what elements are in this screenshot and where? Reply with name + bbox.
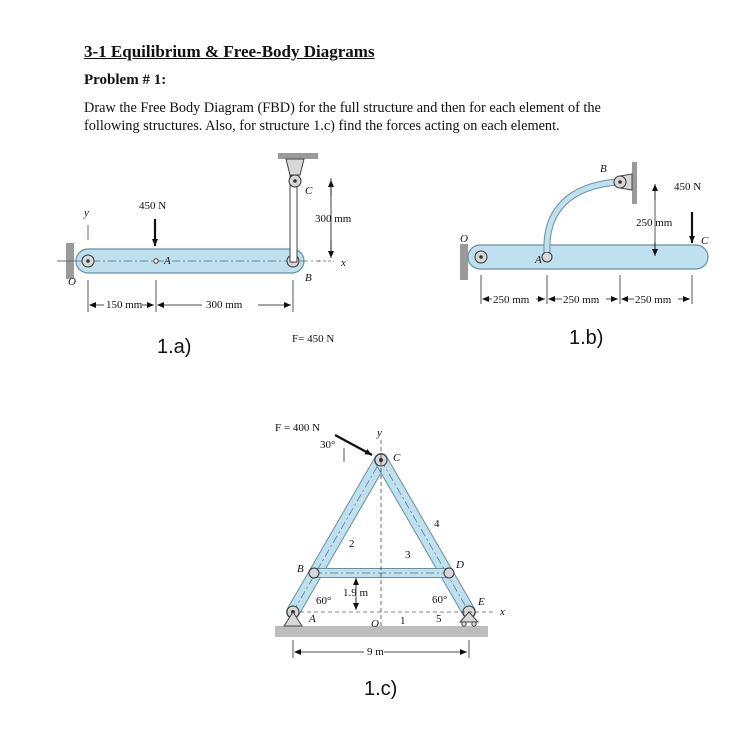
fig-c-member-1: 1 [400,615,406,627]
fig-c-d-label: D [456,559,464,571]
fig-c-y-label: y [377,427,382,439]
fig-a-a-label: A [164,255,171,267]
figure-1c [275,422,505,700]
figure-1b [460,162,709,349]
fig-b-a-label: A [535,254,542,266]
fig-c-member-4: 4 [434,518,440,530]
fig-c-member-5: 5 [436,613,442,625]
wall-support-b [460,244,468,280]
fig-c-angle-left: 60° [316,595,332,607]
fig-c-height: 1.9 m [343,587,369,599]
fig-b-o-label: O [460,233,468,245]
fig-a-b-label: B [305,272,312,284]
fig-a-o-label: O [68,276,76,288]
ceiling-support [278,153,318,159]
fig-a-dim-vertical: 300 mm [315,213,352,225]
fig-b-dim-2: 250 mm [563,294,600,306]
fig-b-dim-3: 250 mm [635,294,672,306]
fig-c-force-label: F = 400 N [275,422,321,434]
instruction-line-2: following structures. Also, for structure 1.c) find the forces acting on each element. [84,118,560,134]
fig-a-y-label: y [84,207,89,219]
figure-1a [57,153,352,358]
fig-b-caption: 1.b) [569,327,604,349]
fig-c-caption: 1.c) [364,678,398,700]
fig-c-member-3: 3 [405,549,411,561]
problem-label: Problem # 1: [84,72,167,88]
fig-b-load-label: 450 N [674,181,702,193]
fig-a-x-label: x [341,257,346,269]
fig-c-o-label: O [371,618,379,630]
fig-c-e-label: E [478,596,485,608]
fig-c-c-label: C [393,452,401,464]
fig-a-dim-left: 150 mm [106,299,143,311]
fig-a-force-label: F= 450 N [292,333,335,345]
fig-c-angle-right: 60° [432,594,448,606]
fig-b-dim-vertical: 250 mm [636,217,673,229]
fig-b-b-label: B [600,163,607,175]
section-title: 3-1 Equilibrium & Free-Body Diagrams [84,42,375,61]
fig-a-c-label: C [305,185,313,197]
fig-c-member-2: 2 [349,538,355,550]
beam-oac [468,245,708,269]
fig-b-dim-1: 250 mm [493,294,530,306]
ground [275,626,488,637]
fig-c-a-label: A [309,613,316,625]
fig-c-span: 9 m [367,646,384,658]
fig-a-dim-right: 300 mm [206,299,243,311]
fig-c-angle-top: 30° [320,439,336,451]
fig-c-x-label: x [500,606,505,618]
link-bc [290,176,297,262]
fig-a-load-label: 450 N [139,200,167,212]
fig-a-caption: 1.a) [157,336,192,358]
fig-b-c-label: C [701,235,709,247]
fig-c-b-label: B [297,563,304,575]
instruction-line-1: Draw the Free Body Diagram (FBD) for the full structure and then for each element of the [84,100,601,116]
